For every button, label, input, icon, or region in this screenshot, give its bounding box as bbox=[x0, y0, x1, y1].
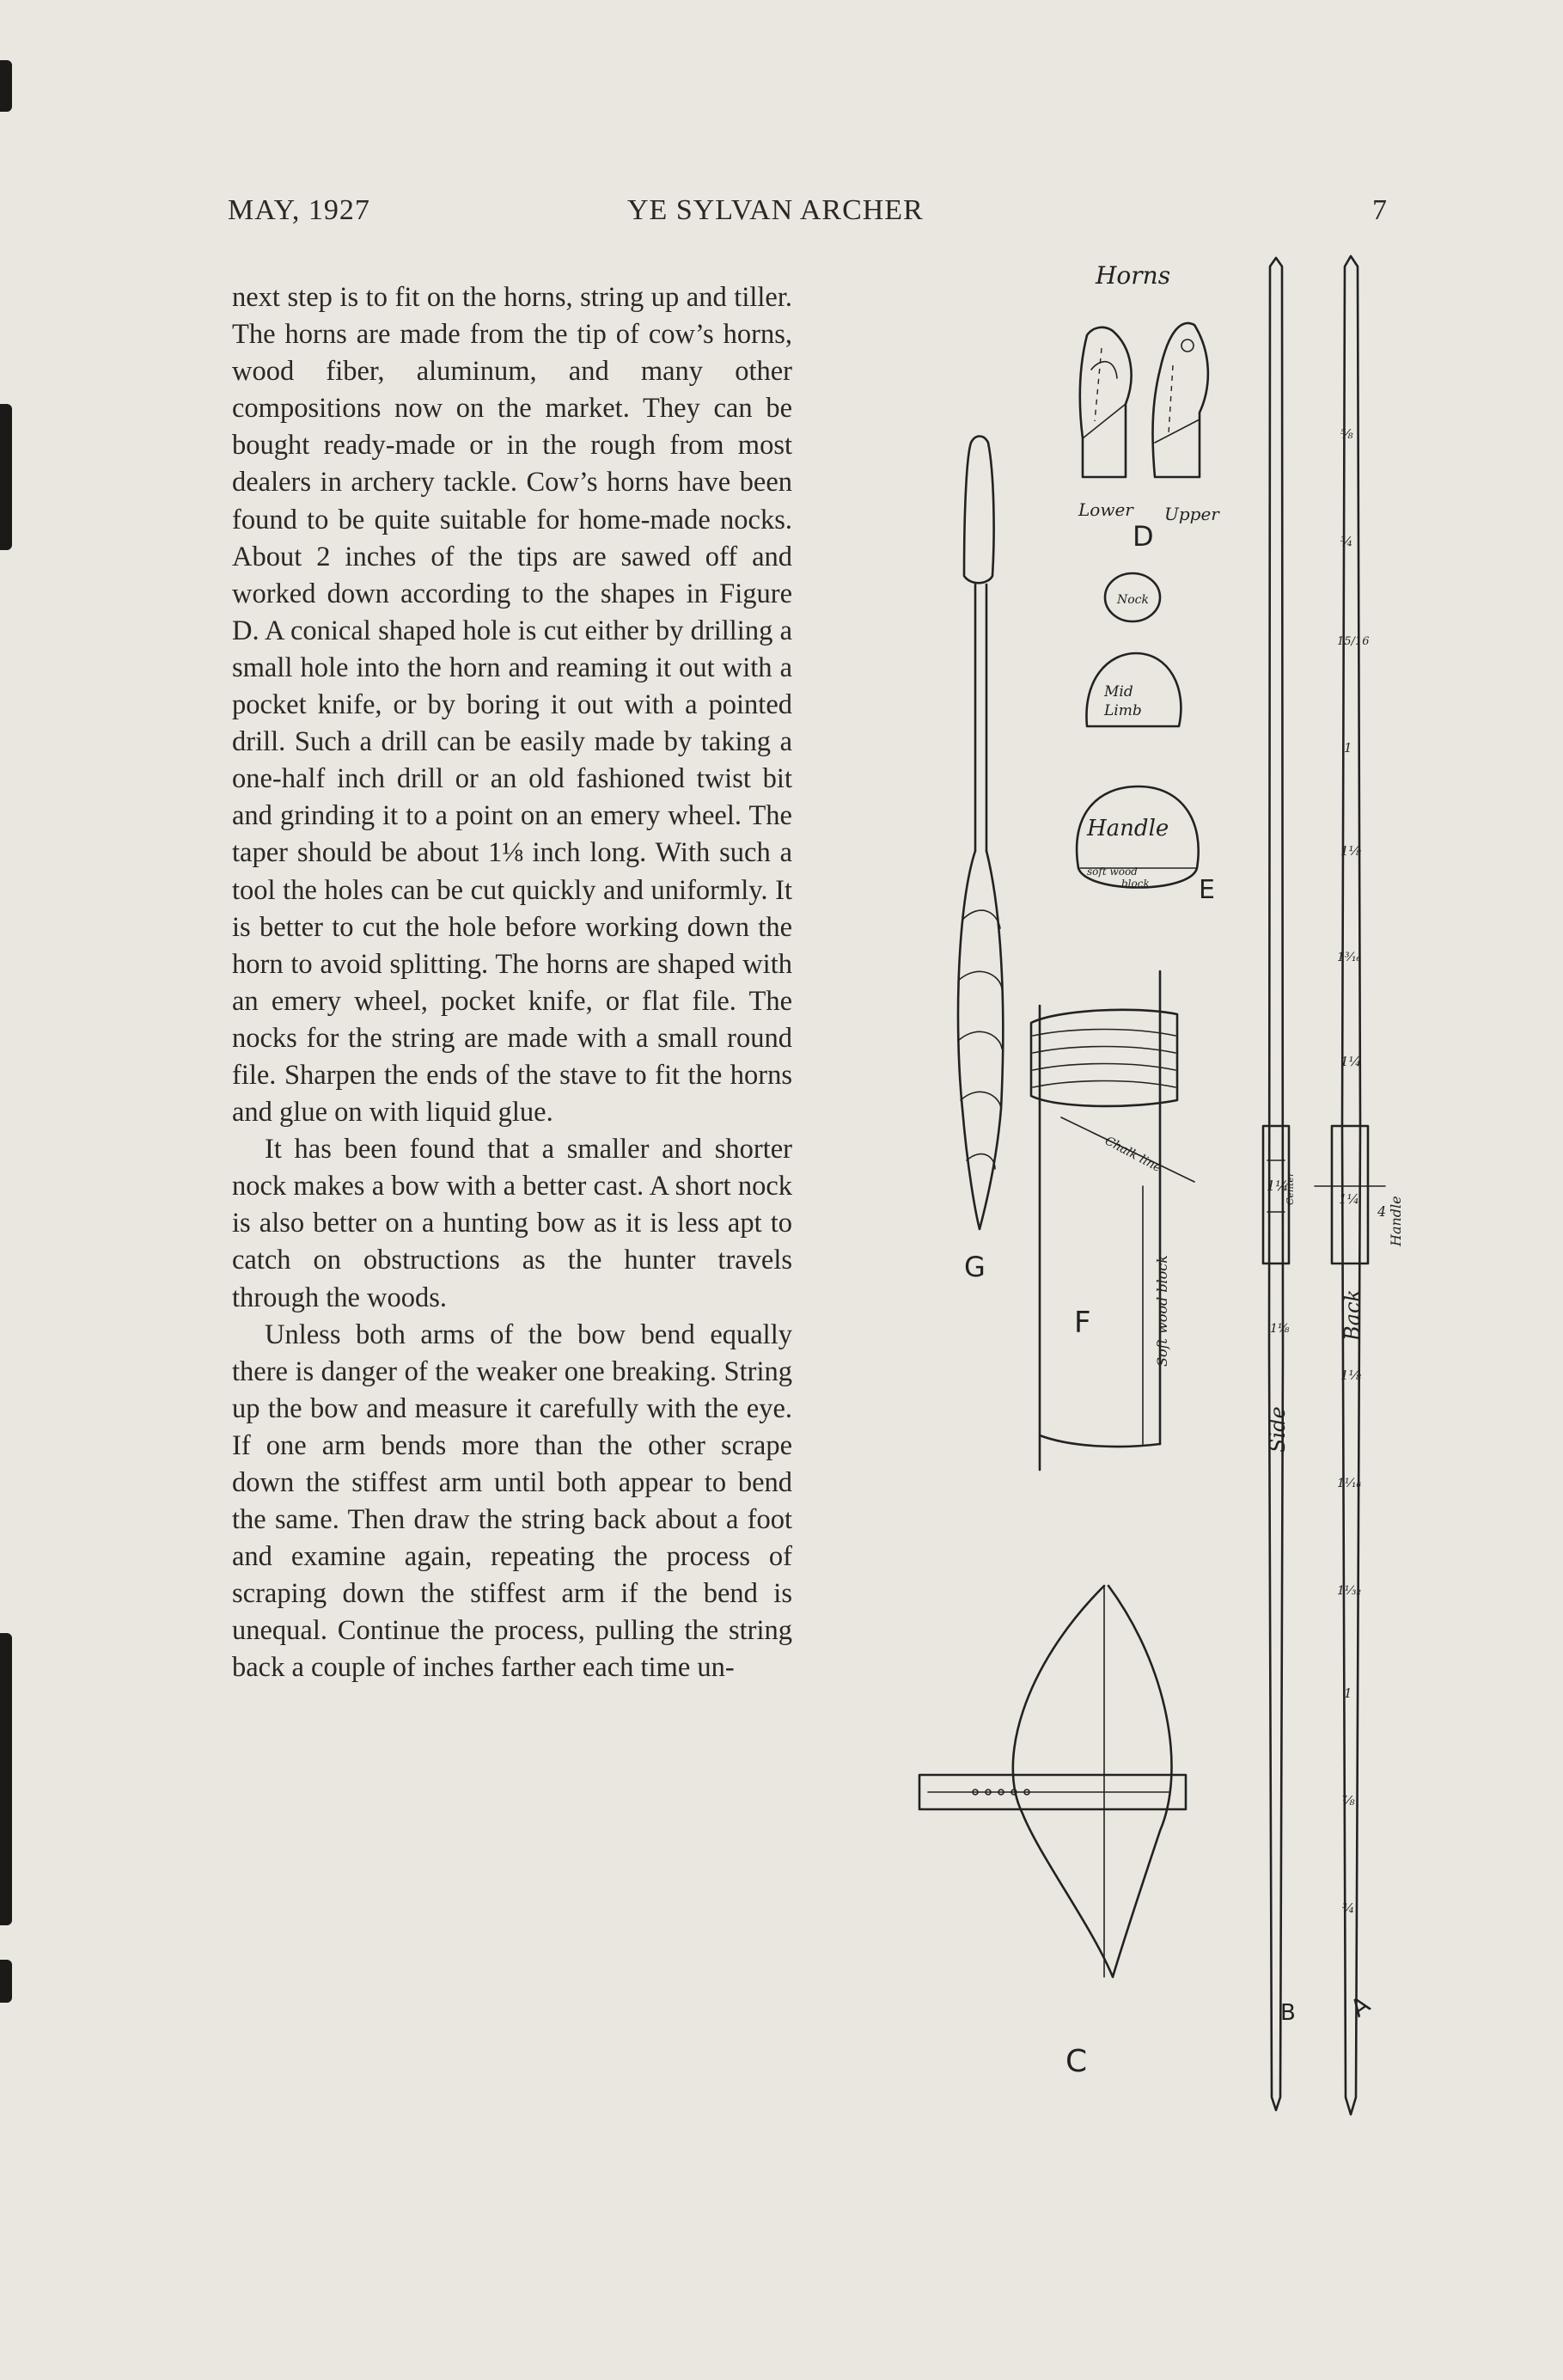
handle-cross-section bbox=[1077, 786, 1215, 905]
upper-horn-drawing bbox=[1153, 323, 1208, 477]
back-mark: 1⅛ bbox=[1340, 1367, 1362, 1383]
header-journal-title: YE SYLVAN ARCHER bbox=[627, 194, 924, 226]
back-mark: 1¼ bbox=[1339, 1191, 1360, 1207]
back-mark: 1 bbox=[1344, 1686, 1352, 1701]
back-mark: 1 bbox=[1344, 740, 1352, 756]
figure-b-letter: B bbox=[1280, 2000, 1296, 2026]
handle-section-label: Handle bbox=[1087, 816, 1169, 841]
back-mark: 1¹⁄₃₂ bbox=[1337, 1584, 1362, 1598]
figure-panel bbox=[911, 249, 1426, 2140]
lower-horn-drawing bbox=[1080, 327, 1132, 477]
mid-section-label: Mid bbox=[1104, 683, 1133, 701]
figure-e-letter: E bbox=[1199, 875, 1215, 905]
handle-dimension-label: Handle bbox=[1388, 1196, 1404, 1246]
binding-edge-shadow bbox=[0, 1960, 12, 2003]
upper-horn-label: Upper bbox=[1164, 504, 1219, 524]
back-label: Back bbox=[1340, 1289, 1365, 1341]
paragraph: It has been found that a smaller and shorter nock makes a bow with a better cast. A short nock is also better on a hunting bow as it is less apt to catch on obstructions as the hunter travels through the woods. bbox=[232, 1134, 792, 1313]
binding-edge-shadow bbox=[0, 1633, 12, 1925]
block-label: block bbox=[1121, 878, 1150, 890]
back-mark: ¾ bbox=[1340, 534, 1353, 549]
figure-a-letter: A bbox=[1345, 1990, 1376, 2023]
nock-section-label: Nock bbox=[1117, 593, 1150, 607]
back-mark: ⅝ bbox=[1340, 426, 1353, 442]
stave-back-view bbox=[1285, 256, 1404, 2114]
center-mark-label: Center bbox=[1285, 1172, 1296, 1205]
back-mark: 1⅛ bbox=[1340, 843, 1362, 859]
twist-drill-drawing bbox=[958, 437, 1003, 1284]
header-date: MAY, 1927 bbox=[228, 194, 370, 226]
soft-wood-label: soft wood bbox=[1087, 866, 1138, 878]
side-tip-dimension: 1⅛ bbox=[1270, 1322, 1290, 1336]
mid-limb-cross-section bbox=[1086, 653, 1181, 726]
chalk-line-label: Chalk line bbox=[1102, 1134, 1163, 1176]
horns-title: Horns bbox=[1096, 261, 1171, 290]
lower-horn-label: Lower bbox=[1078, 499, 1133, 520]
side-label: Side bbox=[1266, 1406, 1290, 1453]
limb-section-label: Limb bbox=[1104, 702, 1142, 719]
handle-wrap-drawing bbox=[1031, 971, 1194, 1470]
soft-wood-block-label: Soft wood block bbox=[1154, 1255, 1170, 1367]
back-mark: 1³⁄₁₆ bbox=[1337, 951, 1362, 964]
figure-c-letter: C bbox=[1065, 2044, 1088, 2079]
back-mark: 1¹⁄₁₆ bbox=[1337, 1477, 1362, 1490]
side-handle-dimension: 1¼ bbox=[1267, 1178, 1289, 1194]
handle-length-four: 4 bbox=[1377, 1203, 1387, 1220]
article-column bbox=[232, 279, 792, 1687]
figure-d-letter: D bbox=[1133, 520, 1154, 553]
bow-making-illustrations bbox=[911, 249, 1426, 2140]
back-mark: 1¼ bbox=[1340, 1054, 1362, 1069]
back-mark: ⅞ bbox=[1342, 1793, 1355, 1808]
nock-cross-section bbox=[1105, 573, 1160, 621]
paragraph: Unless both arms of the bow bend equally there is danger of the weaker one breaking. String up the bow and measure it carefully with the eye. If one arm bends more than the other scrape down the stiffest arm until both appear to bend the same. Then draw the string back about a foot and examine again, repeating the process of scraping down the stiffest arm if the bend is unequal. Continue the process, pulling the string back a couple of inches farther each time un- bbox=[232, 1318, 792, 1684]
binding-edge-shadow bbox=[0, 60, 12, 112]
binding-edge-shadow bbox=[0, 404, 12, 550]
paragraph: next step is to fit on the horns, string up and tiller. The horns are made from the tip of cow’s horns, wood fiber, aluminum, and many other compositions now on the market. They can be bought ready-made or in the rough from most dealers in archery tackle. Cow’s horns have been found to be quite suitable for home-made nocks. About 2 inches of the tips are sawed off and worked down according to the shapes in Figure D. A conical shaped hole is cut either by drilling a small hole into the horn and reaming it out with a pocket knife, or by boring it out with a pointed drill. Such a drill can be easily made by taking a one-half inch drill or an old fashioned twist bit and grinding it to a point on an emery wheel. The taper should be about 1⅛ inch long. With such a tool the holes can be cut quickly and uniformly. It is better to cut the hole before working down the horn to avoid splitting. The horns are shaped with an emery wheel, pocket knife, or flat file. The nocks for the string are made with a small round file. Sharpen the ends of the stave to fit the horns and glue on with liquid glue. bbox=[232, 282, 792, 1129]
figure-g-letter: G bbox=[964, 1251, 986, 1283]
figure-f-letter: F bbox=[1074, 1306, 1091, 1340]
back-mark: 15/16 bbox=[1337, 635, 1370, 648]
page-number: 7 bbox=[1372, 194, 1388, 226]
tiller-board-drawing bbox=[919, 1586, 1186, 2079]
back-mark: ¾ bbox=[1342, 1900, 1355, 1916]
